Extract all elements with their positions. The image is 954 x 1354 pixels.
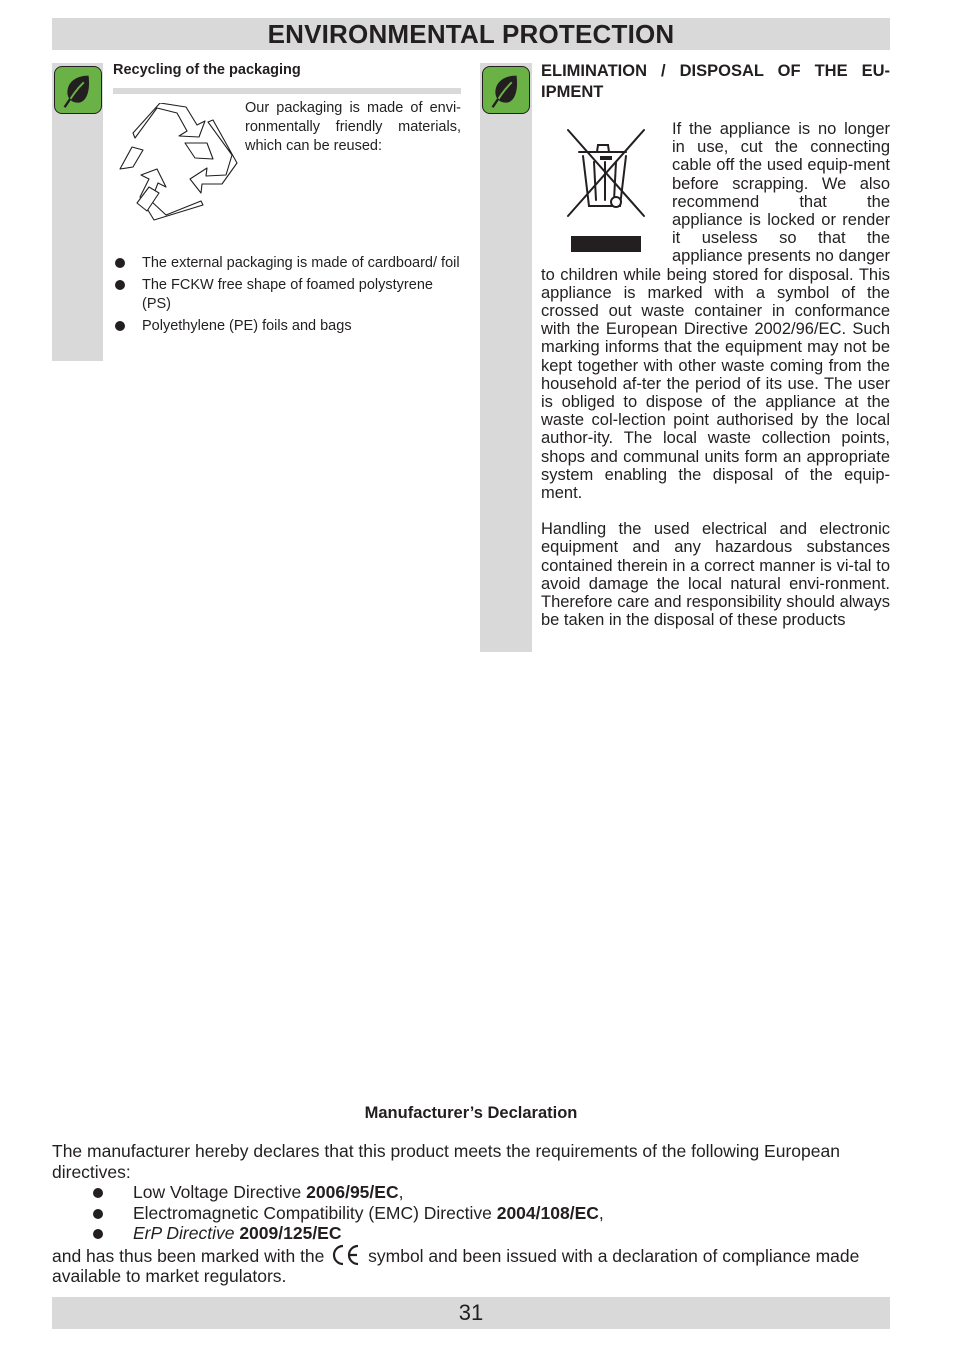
list-item (52, 1223, 890, 1244)
list-item (52, 1182, 890, 1203)
heading-divider (113, 88, 461, 94)
directive-suffix: , (398, 1182, 404, 1202)
directive-suffix: , (598, 1202, 604, 1223)
page-footer (52, 1297, 890, 1329)
list-item (52, 1203, 890, 1224)
directive-name: Electromagnetic Compatibility (EMC) Directive (133, 1202, 497, 1223)
declaration-intro: The manufacturer hereby declares that this product meets the requirements of the following European directives: (52, 1141, 840, 1182)
recycle-icon (115, 103, 241, 225)
image-wrap-spacer (541, 120, 672, 264)
leaf-icon (482, 66, 530, 114)
leaf-icon (54, 66, 102, 114)
declaration-text (52, 1141, 890, 1287)
directives-list (52, 1182, 890, 1244)
list-item: The FCKW free shape of foamed polystyrene (PS) (113, 276, 463, 314)
recycling-intro: Our packaging is made of envi-ronmentally friendly materials, which can be reused: (245, 100, 461, 154)
list-item: The external packaging is made of cardboard/ foil (113, 254, 463, 273)
directive-code: 2009/125/EC (239, 1223, 342, 1243)
directive-name: ErP Directive (133, 1223, 240, 1243)
directive-code: 2004/108/EC (496, 1202, 599, 1223)
closing-after: symbol and been issued with a declaration of compliance made available to market regulators. (52, 1245, 860, 1286)
list-item: Polyethylene (PE) foils and bags (113, 317, 463, 336)
recycling-heading: Recycling of the packaging (113, 62, 301, 78)
right-side-strip (480, 63, 532, 652)
disposal-paragraph-2: Handling the used electrical and electronic equipment and any hazardous substances contained therein in a correct manner is vi-tal to avoid damage the local natural envi-ronment. Therefore care and responsibility should always be taken in the disposal of these products (541, 520, 890, 630)
declaration-closing (52, 1244, 890, 1287)
page-number: 31 (458, 1300, 484, 1325)
ce-mark-icon (331, 1244, 361, 1266)
directive-name: Low Voltage Directive (133, 1182, 307, 1202)
declaration-title: Manufacturer’s Declaration (364, 1104, 578, 1122)
packaging-materials-list (113, 254, 463, 339)
disposal-heading: ELIMINATION / DISPOSAL OF THE EU-IPMENT (541, 62, 890, 101)
page-header (52, 18, 890, 50)
page-title: ENVIRONMENTAL PROTECTION (267, 19, 675, 49)
disposal-paragraph-1: If the appliance is no longer in use, cut the connecting cable off the used equip-ment before scrapping. We also recommend that the appliance is locked or render it useless so that the appliance presents no danger to children while being stored for disposal. This appliance is marked with a symbol of the crossed out waste container in conformance with the European Directive 2002/96/EC. Such marking informs that the equipment may not be kept together with other waste coming from the household af-ter the period of its use. The user is obliged to dispose of the appliance at the waste col-lection point authorised by the local author-ity. The local waste collection points, shops and communal units form an appropriate system enabling the disposal of the equip-ment. (541, 120, 890, 503)
directive-code: 2006/95/EC (306, 1182, 399, 1202)
disposal-text (541, 120, 890, 629)
closing-before: and has thus been marked with the (52, 1245, 330, 1266)
